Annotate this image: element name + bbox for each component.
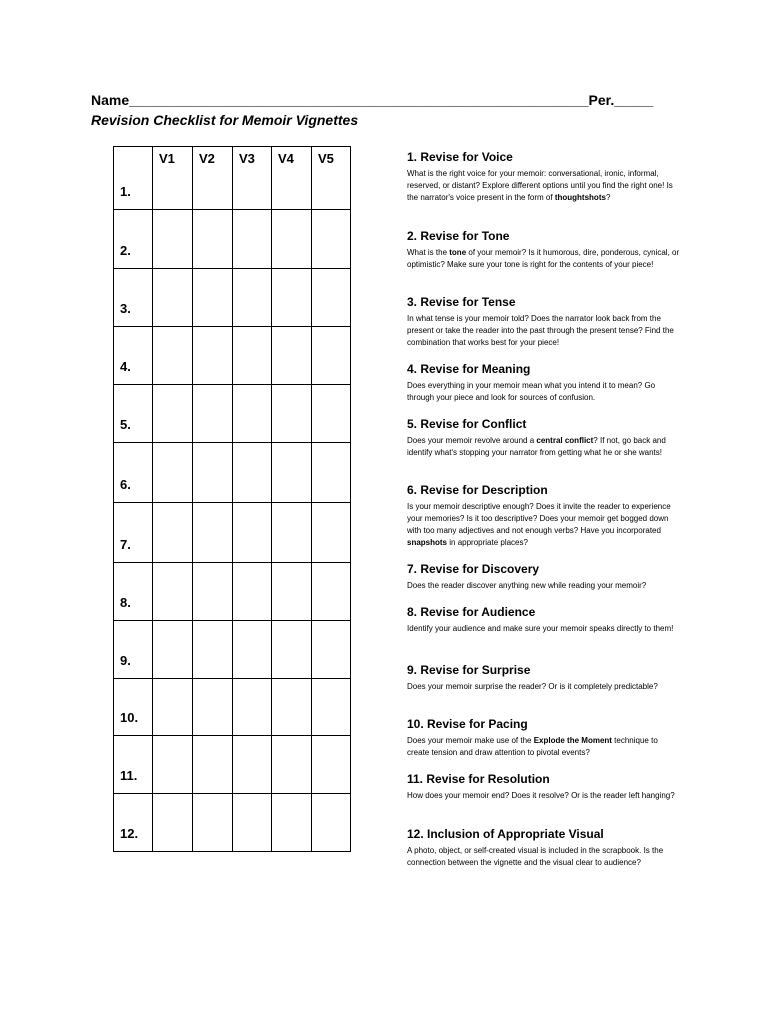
revision-item-description (407, 435, 682, 459)
check-cell[interactable] (312, 563, 351, 621)
check-cell[interactable] (233, 385, 272, 443)
description-text: technique to create tension and draw attention to pivotal events? (407, 736, 658, 757)
check-cell[interactable] (153, 621, 193, 679)
check-cell[interactable] (193, 327, 233, 385)
row-number: 11. (114, 736, 153, 794)
table-row (114, 794, 351, 852)
description-text: A photo, object, or self-created visual is included in the scrapbook. Is the connection between the vignette and the visual clear to audience? (407, 846, 664, 867)
description-text: Does your memoir make use of the (407, 736, 534, 745)
key-term: snapshots (407, 538, 448, 547)
revision-item (407, 663, 682, 693)
check-cell[interactable] (233, 736, 272, 794)
check-cell[interactable] (153, 269, 193, 327)
description-text: in appropriate places? (447, 538, 528, 547)
description-text: Does your memoir surprise the reader? Or is it completely predictable? (407, 682, 658, 691)
row-number: 1. (114, 147, 153, 210)
description-text: ? (605, 193, 611, 202)
row-number: 12. (114, 794, 153, 852)
table-row (114, 269, 351, 327)
revision-item-description (407, 623, 682, 635)
check-cell[interactable] (153, 563, 193, 621)
revision-item-description (407, 845, 682, 869)
check-cell[interactable] (272, 794, 312, 852)
check-cell[interactable] (153, 385, 193, 443)
revision-item-description (407, 580, 682, 592)
table-row (114, 443, 351, 503)
check-cell[interactable] (272, 503, 312, 563)
column-header-cell[interactable] (312, 147, 351, 210)
table-row (114, 736, 351, 794)
check-cell[interactable] (272, 385, 312, 443)
check-cell[interactable] (193, 736, 233, 794)
check-cell[interactable] (272, 621, 312, 679)
revision-item-title: 7. Revise for Discovery (407, 562, 540, 576)
description-text: How does your memoir end? Does it resolve? Or is the reader left hanging? (407, 791, 675, 800)
revision-item-title: 5. Revise for Conflict (407, 417, 527, 431)
revision-item-description (407, 313, 682, 349)
check-cell[interactable] (193, 210, 233, 269)
check-cell[interactable] (272, 443, 312, 503)
row-number: 3. (114, 269, 153, 327)
description-text: In what tense is your memoir told? Does the narrator look back from the present or take the reader into the past through the present tense? Find the combination that works best for your piece! (407, 314, 674, 347)
check-cell[interactable] (193, 503, 233, 563)
revision-item-description (407, 735, 682, 759)
row-number: 4. (114, 327, 153, 385)
check-cell[interactable] (312, 269, 351, 327)
page-title: Revision Checklist for Memoir Vignettes (91, 112, 359, 128)
check-cell[interactable] (272, 563, 312, 621)
key-term: central conflict (536, 436, 594, 445)
check-cell[interactable] (153, 503, 193, 563)
check-cell[interactable] (233, 794, 272, 852)
revision-item (407, 362, 682, 404)
check-cell[interactable] (233, 443, 272, 503)
revision-item-description (407, 247, 682, 271)
revision-item-title: 9. Revise for Surprise (407, 663, 531, 677)
revision-item (407, 150, 682, 204)
revision-item (407, 417, 682, 459)
check-cell[interactable] (312, 794, 351, 852)
revision-item-description (407, 380, 682, 404)
revision-item-title: 10. Revise for Pacing (407, 717, 528, 731)
revision-item (407, 562, 682, 592)
table-row (114, 621, 351, 679)
check-cell[interactable] (312, 210, 351, 269)
revision-item (407, 717, 682, 759)
check-cell[interactable] (272, 736, 312, 794)
check-cell[interactable] (193, 621, 233, 679)
row-number: 7. (114, 503, 153, 563)
check-cell[interactable] (312, 503, 351, 563)
column-header-label: V2 (199, 151, 215, 166)
description-text: ? If not, go back and identify what's stopping your narrator from getting what he or she wants! (407, 436, 666, 457)
check-cell[interactable] (272, 210, 312, 269)
row-number: 10. (114, 679, 153, 736)
check-cell[interactable] (153, 736, 193, 794)
check-cell[interactable] (312, 443, 351, 503)
check-cell[interactable] (312, 621, 351, 679)
row-number: 9. (114, 621, 153, 679)
check-cell[interactable] (312, 679, 351, 736)
revision-item-title: 8. Revise for Audience (407, 605, 536, 619)
check-cell[interactable] (193, 385, 233, 443)
check-cell[interactable] (233, 210, 272, 269)
revision-item-description (407, 790, 682, 802)
column-header-cell[interactable] (272, 147, 312, 210)
column-header-cell[interactable] (233, 147, 272, 210)
check-cell[interactable] (193, 269, 233, 327)
table-row (114, 503, 351, 563)
table-row (114, 210, 351, 269)
check-cell[interactable] (233, 503, 272, 563)
check-cell[interactable] (193, 679, 233, 736)
revision-item-title: 2. Revise for Tone (407, 229, 510, 243)
description-text: of your memoir? Is it humorous, dire, ponderous, cynical, or optimistic? Make sure your tone is right for the contents of your piece! (407, 248, 680, 269)
description-text: Does everything in your memoir mean what you intend it to mean? Go through your piece and look for sources of confusion. (407, 381, 656, 402)
revision-item (407, 605, 682, 635)
revision-item-description (407, 168, 682, 204)
revision-item-title: 3. Revise for Tense (407, 295, 516, 309)
checklist-table (113, 146, 351, 852)
description-text: What is the (407, 248, 450, 257)
revision-item-title: 1. Revise for Voice (407, 150, 513, 164)
check-cell[interactable] (312, 327, 351, 385)
check-cell[interactable] (272, 679, 312, 736)
revision-item-description (407, 501, 682, 549)
revision-item-title: 4. Revise for Meaning (407, 362, 531, 376)
name-line[interactable]: Name___________________________________________________________Per._____ (91, 92, 654, 108)
description-text: Does the reader discover anything new while reading your memoir? (407, 581, 647, 590)
check-cell[interactable] (233, 679, 272, 736)
row-number: 6. (114, 443, 153, 503)
check-cell[interactable] (233, 563, 272, 621)
check-cell[interactable] (153, 210, 193, 269)
check-cell[interactable] (153, 443, 193, 503)
column-header-cell[interactable] (153, 147, 193, 210)
column-header-label: V4 (278, 151, 294, 166)
check-cell[interactable] (193, 794, 233, 852)
check-cell[interactable] (312, 385, 351, 443)
description-text: What is the right voice for your memoir: conversational, ironic, informal, reserved, or distant? Explore different options until you find the right one! Is the narrator's voice present in the form of (407, 169, 673, 202)
key-term: tone (449, 248, 467, 257)
check-cell[interactable] (272, 327, 312, 385)
description-text: Does your memoir revolve around a (407, 436, 537, 445)
revision-item-title: 12. Inclusion of Appropriate Visual (407, 827, 604, 841)
check-cell[interactable] (233, 621, 272, 679)
key-term: thoughtshots (554, 193, 606, 202)
column-header-label: V5 (318, 151, 334, 166)
check-cell[interactable] (153, 327, 193, 385)
table-row (114, 147, 351, 210)
check-cell[interactable] (193, 563, 233, 621)
revision-item-title: 11. Revise for Resolution (407, 772, 550, 786)
table-row (114, 679, 351, 736)
check-cell[interactable] (153, 794, 193, 852)
column-header-label: V3 (239, 151, 255, 166)
revision-item (407, 827, 682, 869)
revision-item (407, 229, 682, 271)
row-number: 2. (114, 210, 153, 269)
column-header-cell[interactable] (193, 147, 233, 210)
column-header-label: V1 (159, 151, 175, 166)
table-row (114, 385, 351, 443)
revision-item-description (407, 681, 682, 693)
check-cell[interactable] (233, 327, 272, 385)
revision-item (407, 483, 682, 549)
revision-item-title: 6. Revise for Description (407, 483, 548, 497)
check-cell[interactable] (312, 736, 351, 794)
description-text: Is your memoir descriptive enough? Does it invite the reader to experience your memories? Is it too descriptive? Does your memoir get bogged down with too many adjectives and not enough verbs? Have you incorporated (407, 502, 671, 535)
table-row (114, 563, 351, 621)
check-cell[interactable] (193, 443, 233, 503)
key-term: Explode the Moment (533, 736, 612, 745)
check-cell[interactable] (233, 269, 272, 327)
revision-item (407, 772, 682, 802)
check-cell[interactable] (153, 679, 193, 736)
revision-item (407, 295, 682, 349)
table-row (114, 327, 351, 385)
row-number: 5. (114, 385, 153, 443)
row-number: 8. (114, 563, 153, 621)
description-text: Identify your audience and make sure your memoir speaks directly to them! (407, 624, 674, 633)
check-cell[interactable] (272, 269, 312, 327)
